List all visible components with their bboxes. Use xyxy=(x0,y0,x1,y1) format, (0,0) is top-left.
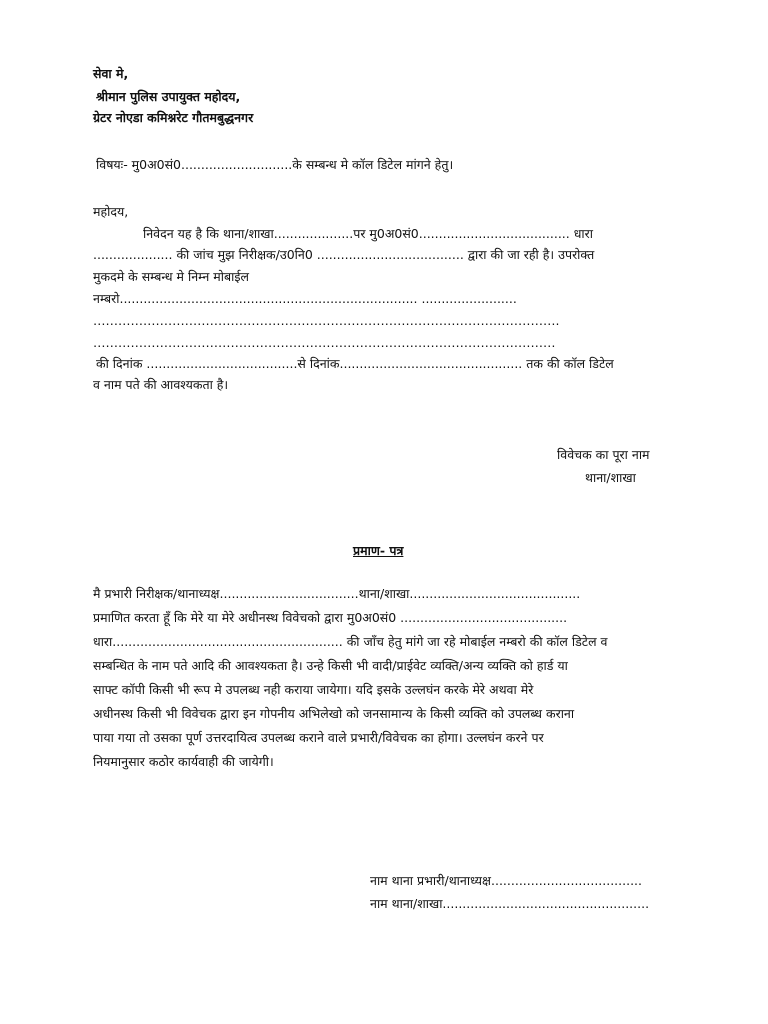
certificate-line-8: नियमानुसार कठोर कार्यवाही की जायेगी। xyxy=(93,754,274,769)
certificate-title: प्रमाण- पत्र xyxy=(353,543,404,558)
body-line-4: नम्बरो........................................................................... ........................ xyxy=(93,291,517,306)
certificate-line-3: धारा.......................................................... की जाँच हेतु मांगे जा रहे मोबाईल नम्बरो की कॉल डिटेल व xyxy=(93,634,608,649)
body-line-3: मुकदमे के सम्बन्ध मे निम्न मोबाईल xyxy=(93,269,249,284)
certificate-line-7: पाया गया तो उसका पूर्ण उत्तरदायित्व उपलब्ध कराने वाले प्रभारी/विवेचक का होगा। उल्लघंन करने पर xyxy=(93,730,544,745)
signature-investigator-station: थाना/शाखा xyxy=(585,470,636,485)
certificate-line-4: सम्बन्धित के नाम पते आदि की आवश्यकता है। उन्हे किसी भी वादी/प्राईवेट व्यक्ति/अन्य व्यक्ति को हार्ड या xyxy=(93,658,568,673)
subject-line: विषयः- मु0अ0सं0............................के सम्बन्ध मे कॉल डिटेल मांगने हेतु। xyxy=(96,157,454,172)
body-line-8: व नाम पते की आवश्यकता है। xyxy=(93,377,229,392)
certificate-line-5: साफ्ट कॉपी किसी भी रूप मे उपलब्ध नही कराया जायेगा। यदि इसके उल्लघंन करके मेरे अथवा मेरे xyxy=(93,682,534,697)
body-line-6: ………………………………………………………………………………………………… xyxy=(93,335,556,350)
certificate-line-1: मै प्रभारी निरीक्षक/थानाध्यक्ष...................................थाना/शाखा........................................... xyxy=(93,586,581,601)
certificate-line-6: अधीनस्थ किसी भी विवेचक द्वारा इन गोपनीय अभिलेखो को जनसामान्य के किसी व्यक्ति को उपलब्ध कराना xyxy=(93,706,575,721)
signature-sho-name: नाम थाना प्रभारी/थानाध्यक्ष...................................... xyxy=(370,873,642,888)
address-line-1: सेवा मे, xyxy=(93,66,129,81)
signature-sho-station: नाम थाना/शाखा.................................................... xyxy=(370,896,650,911)
body-line-7: की दिनांक ......................................से दिनांक.............................................. तक की कॉल डिटेल xyxy=(96,356,614,371)
body-line-5: …………………………………………………………………………………………………. xyxy=(93,313,560,328)
certificate-line-2: प्रमाणित करता हूँ कि मेरे या मेरे अधीनस्थ विवेचको द्वारा मु0अ0सं0 .......................................... xyxy=(93,610,568,625)
body-line-1: निवेदन यह है कि थाना/शाखा....................पर मु0अ0सं0...................................... धारा xyxy=(143,226,593,241)
body-line-2: .................... की जांच मुझ निरीक्षक/उ0नि0 ..................................... द्वारा की जा रही है। उपरोक्त xyxy=(93,247,595,262)
signature-investigator-name: विवेचक का पूरा नाम xyxy=(557,447,650,462)
address-line-2: श्रीमान पुलिस उपायुक्त महोदय, xyxy=(96,89,241,104)
salutation: महोदय, xyxy=(93,204,129,219)
address-line-3: ग्रेटर नोएडा कमिश्नरेट गौतमबुद्धनगर xyxy=(93,110,254,125)
